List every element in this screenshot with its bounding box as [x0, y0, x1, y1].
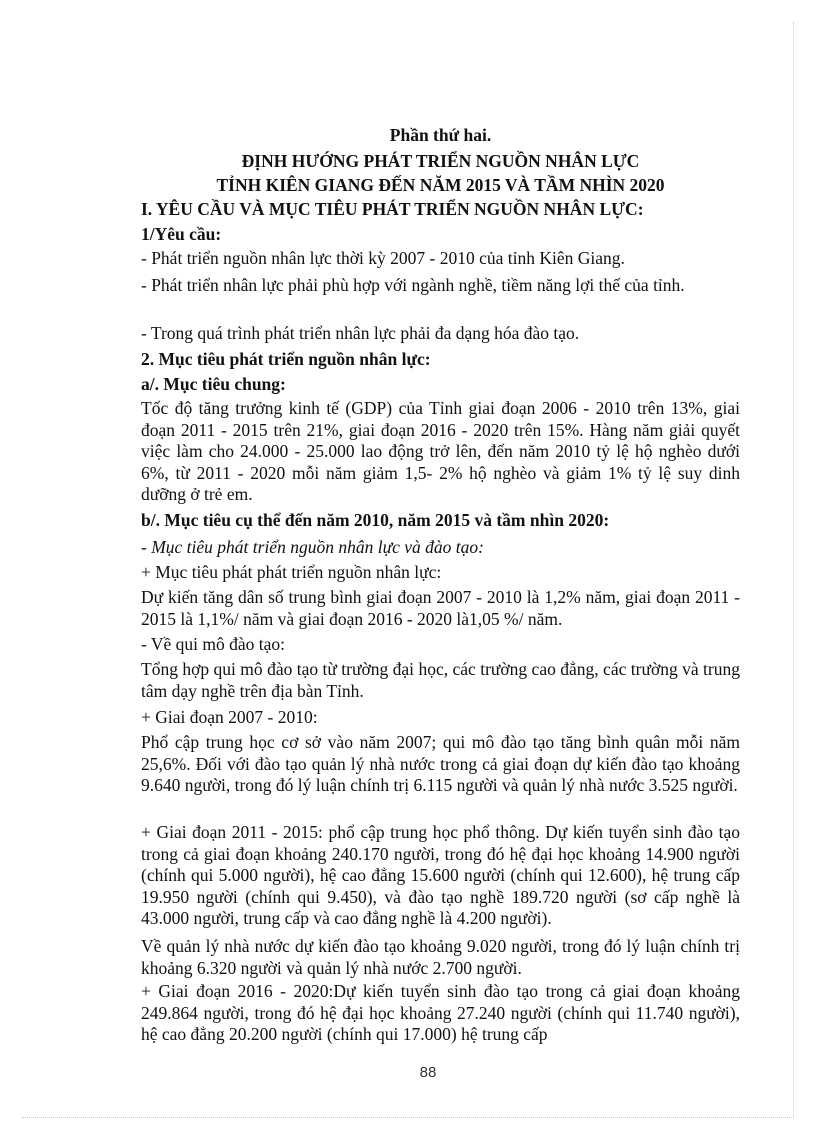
section-heading: I. YÊU CẦU VÀ MỤC TIÊU PHÁT TRIỂN NGUỒN NHÂN LỰC: [141, 199, 644, 219]
phase3-text: + Giai đoạn 2016 - 2020:Dự kiến tuyển sinh đào tạo trong cả giai đoạn khoảng 249.864 người, trong đó hệ đại học khoảng 27.240 người (chính qui 11.740 người), hệ cao đẳng 20.200 người (chính qui 17.000) hệ trung cấp [141, 981, 740, 1044]
general-goal-heading: a/. Mục tiêu chung: [141, 374, 286, 394]
phase2-management-text: Về quản lý nhà nước dự kiến đào tạo khoảng 9.020 người, trong đó lý luận chính trị khoảng 6.320 người và quản lý nhà nước 2.700 người. [141, 936, 740, 978]
page-number: 88 [419, 1064, 437, 1081]
general-goal-text: Tốc độ tăng trưởng kinh tế (GDP) của Tỉnh giai đoạn 2006 - 2010 trên 13%, giai đoạn 2011 - 2015 trên 21%, giai đoạn 2016 - 2020 trên 15%. Hàng năm giải quyết việc làm cho 24.000 - 25.000 lao động trở lên, đến năm 2010 tỷ lệ hộ nghèo dưới 6%, từ 2011 - 2020 mỗi năm giảm 1,5- 2% hộ nghèo và giảm 1% tỷ lệ suy dinh dưỡng ở trẻ em. [141, 398, 740, 504]
requirement-item: - Phát triển nhân lực phải phù hợp với ngành nghề, tiềm năng lợi thế của tỉnh. [141, 275, 685, 295]
population-text: Dự kiến tăng dân số trung bình giai đoạn 2007 - 2010 là 1,2% năm, giai đoạn 2011 - 2015 là 1,1%/ năm và giai đoạn 2016 - 2020 là1,05 %/ năm. [141, 587, 740, 629]
scale-heading: - Về qui mô đào tạo: [141, 634, 286, 654]
development-goal: + Mục tiêu phát phát triển nguồn nhân lực: [141, 562, 442, 582]
title-line-2: TỈNH KIÊN GIANG ĐẾN NĂM 2015 VÀ TẦM NHÌN 2020 [216, 175, 665, 195]
phase1-heading: + Giai đoạn 2007 - 2010: [141, 707, 318, 727]
requirements-heading: 1/Yêu cầu: [141, 224, 222, 244]
scale-text: Tổng hợp qui mô đào tạo từ trường đại học, các trường cao đẳng, các trường và trung tâm dạy nghề trên địa bàn Tỉnh. [141, 659, 740, 701]
goals-heading: 2. Mục tiêu phát triển nguồn nhân lực: [141, 349, 431, 369]
requirement-item: - Trong quá trình phát triển nhân lực phải đa dạng hóa đào tạo. [141, 323, 580, 343]
title-line-1: ĐỊNH HƯỚNG PHÁT TRIỂN NGUỒN NHÂN LỰC [241, 151, 640, 171]
specific-goal-heading: b/. Mục tiêu cụ thể đến năm 2010, năm 2015 và tầm nhìn 2020: [141, 510, 610, 530]
phase1-text: Phổ cập trung học cơ sở vào năm 2007; qui mô đào tạo tăng bình quân mỗi năm 25,6%. Đối với đào tạo quản lý nhà nước trong cả giai đoạn dự kiến đào tạo khoảng 9.640 người, trong đó lý luận chính trị 6.115 người và quản lý nhà nước 3.525 người. [141, 732, 740, 795]
specific-goal-subheading: - Mục tiêu phát triển nguồn nhân lực và đào tạo: [141, 537, 484, 557]
requirement-item: - Phát triển nguồn nhân lực thời kỳ 2007 - 2010 của tỉnh Kiên Giang. [141, 248, 625, 268]
phase2-text: + Giai đoạn 2011 - 2015: phổ cập trung học phổ thông. Dự kiến tuyển sinh đào tạo trong cả giai đoạn khoảng 240.170 người, trong đó hệ đại học khoảng 14.900 người (chính qui 5.000 người), hệ cao đẳng 15.600 người (chính qui 12.600), hệ trung cấp 19.950 người (chính qui 9.450), và đào tạo nghề 189.720 người (sơ cấp nghề là 43.000 người, trung cấp và cao đẳng nghề là 4.200 người). [141, 822, 740, 928]
part-heading: Phần thứ hai. [389, 125, 492, 145]
